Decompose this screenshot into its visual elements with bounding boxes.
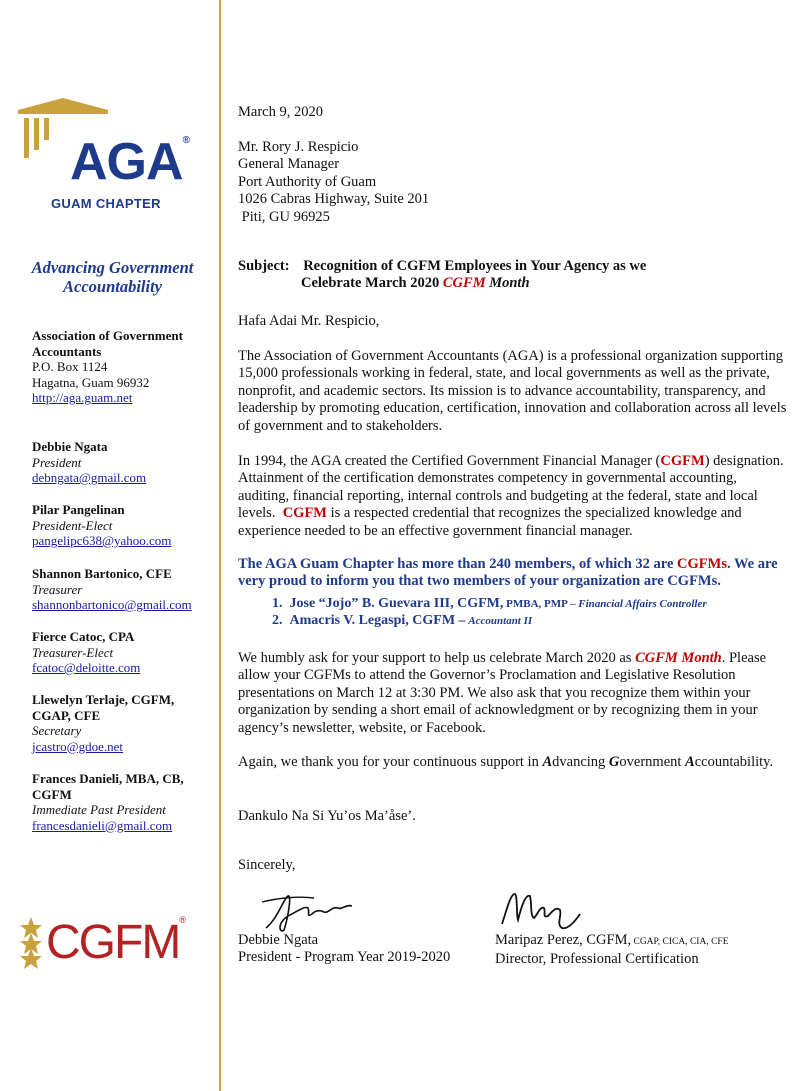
officer-title: President (32, 454, 82, 470)
officer-4 (32, 692, 197, 754)
member-list-item (272, 595, 707, 613)
stars-icon (18, 917, 44, 969)
signer-creds: CGAP, CICA, CIA, CFE (631, 937, 729, 947)
text: The AGA Guam Chapter has more than 240 members, of which 32 are (238, 556, 678, 572)
recipient-line: Mr. Rory J. Respicio (238, 139, 359, 155)
text: is a respected credential that recognizes the specialized knowledge and experience needed to be an effective government financial manager. (238, 505, 742, 539)
cgfm-month-highlight: CGFM Month (635, 650, 722, 666)
officer-2 (32, 566, 217, 613)
officer-name: Debbie Ngata (32, 439, 108, 454)
list-number: 2. (272, 613, 283, 628)
tagline: Advancing Government Accountability (31, 258, 194, 296)
org-name: Association of Government Accountants (32, 328, 183, 359)
officer-email-link[interactable]: fcatoc@deloitte.com (32, 660, 141, 675)
signer-name: Maripaz Perez, CGFM, (495, 932, 632, 948)
gold-divider (219, 0, 221, 1091)
text: In 1994, the AGA created the Certified Government Financial Manager ( (238, 453, 661, 469)
officer-3 (32, 629, 217, 676)
officer-email-link[interactable]: shannonbartonico@gmail.com (32, 597, 192, 612)
officer-email-link[interactable]: francesdanieli@gmail.com (32, 817, 173, 833)
cgfm-wordmark: CGFM® (46, 915, 184, 969)
recipient-line: Piti, GU 96925 (238, 208, 330, 225)
chapter-name: GUAM CHAPTER (51, 196, 161, 211)
text: overnment (619, 754, 686, 770)
org-address-2: Hagatna, Guam 96932 (32, 374, 150, 390)
closing-phrase: Dankulo Na Si Yu’os Ma’åse’. (238, 808, 416, 824)
recipient-line: General Manager (238, 156, 340, 173)
officer-title: Immediate Past President (32, 802, 166, 817)
subject-label: Subject: (238, 258, 290, 274)
signer-2 (495, 932, 729, 969)
member-name: Jose “Jojo” B. Guevara III, CGFM, (289, 596, 504, 611)
officer-title: President-Elect (32, 517, 113, 533)
letter-date: March 9, 2020 (238, 104, 323, 120)
cgfm-highlight: CGFMs (677, 556, 727, 572)
subject-cgfm: CGFM (442, 275, 486, 291)
text: . We are very proud to inform you that two members of your organization are CGFMs. (238, 556, 778, 590)
officer-0 (32, 439, 217, 486)
initial-a: A (685, 754, 695, 770)
list-number: 1. (272, 596, 283, 611)
text: ccountability. (694, 754, 774, 770)
officer-1 (32, 502, 217, 549)
cgfm-logo (18, 915, 208, 975)
sidebar (0, 0, 220, 1091)
cgfm-highlight: CGFM (660, 453, 705, 469)
signature-perez (496, 884, 586, 934)
subject-line (238, 258, 646, 275)
officer-title: Treasurer (32, 581, 83, 597)
member-list-item (272, 612, 532, 630)
text: dvancing (552, 754, 609, 770)
org-info (32, 328, 217, 406)
initial-g: G (608, 754, 620, 770)
officer-title: Treasurer-Elect (32, 644, 114, 660)
officer-email-link[interactable]: debngata@gmail.com (32, 470, 147, 485)
subject-text-1: Recognition of CGFM Employees in Your Agency as we (303, 258, 647, 274)
recipient-block (238, 139, 790, 226)
signer-title: President - Program Year 2019-2020 (238, 949, 451, 966)
officer-name: Fierce Catoc, CPA (32, 629, 135, 644)
signer-title: Director, Professional Certification (495, 951, 699, 968)
cgfm-highlight: CGFM (282, 505, 327, 522)
signer-1 (238, 932, 450, 967)
member-role: Financial Affairs Controller (578, 598, 707, 610)
paragraph-1: The Association of Government Accountants (AGA) is a professional organization supporting 15,000 professionals working in federal, state, and local governments as well as the private, nonprofit, and academic sectors. Its mission is to advance accountability, transparency, and leadership by promoting education, certification, innovation and collaboration across all levels of government and to stakeholders. (238, 348, 787, 434)
aga-wordmark: AGA® (70, 133, 189, 191)
paragraph-5 (238, 754, 790, 771)
subject-text-2: Celebrate March 2020 (301, 275, 443, 291)
officer-name: Frances Danieli, MBA, CB, CGFM (32, 771, 184, 802)
text: . Please allow your CGFMs to attend the Governor’s Proclamation and Legislative Resolution presentations on March 12 at 3:30 PM. We also ask that you recognize them within your organization by sending a short email of acknowledgment or by recognizing them in your agency’s newsletter, website, or Facebook. (238, 650, 767, 736)
aga-logo (18, 98, 208, 213)
org-address-1: P.O. Box 1124 (32, 359, 108, 374)
member-role: Accountant II (468, 615, 533, 627)
officer-title: Secretary (32, 723, 82, 738)
text: ) designation. Attainment of the certification demonstrates competency in governmental accounting, auditing, financial reporting, internal controls and budgeting at the federal, state and local levels. (238, 453, 791, 522)
text: We humbly ask for your support to help us celebrate March 2020 as (238, 650, 636, 666)
org-website-link[interactable]: http://aga.guam.net (32, 390, 133, 405)
signer-name: Debbie Ngata (238, 932, 319, 948)
subject-line-2 (301, 275, 530, 292)
paragraph-4 (238, 650, 790, 737)
officer-name: Pilar Pangelinan (32, 502, 125, 517)
initial-a: A (542, 754, 553, 770)
member-creds: PMBA, PMP – (503, 598, 579, 610)
signature-ngata (258, 888, 358, 936)
member-name: Amacris V. Legaspi, CGFM – (289, 613, 466, 628)
paragraph-2 (238, 453, 790, 540)
recipient-line: 1026 Cabras Highway, Suite 201 (238, 191, 430, 208)
officer-name: Llewelyn Terlaje, CGFM, CGAP, CFE (32, 692, 175, 723)
text: Again, we thank you for your continuous support in (238, 754, 543, 770)
paragraph-3 (238, 556, 790, 591)
officer-5 (32, 771, 197, 833)
officer-email-link[interactable]: pangelipc638@yahoo.com (32, 533, 172, 548)
recipient-line: Port Authority of Guam (238, 173, 377, 190)
closing: Sincerely, (238, 857, 296, 873)
officer-email-link[interactable]: jcastro@gdoe.net (32, 738, 124, 754)
subject-month: Month (485, 275, 530, 291)
greeting: Hafa Adai Mr. Respicio, (238, 313, 380, 329)
officer-name: Shannon Bartonico, CFE (32, 566, 172, 581)
